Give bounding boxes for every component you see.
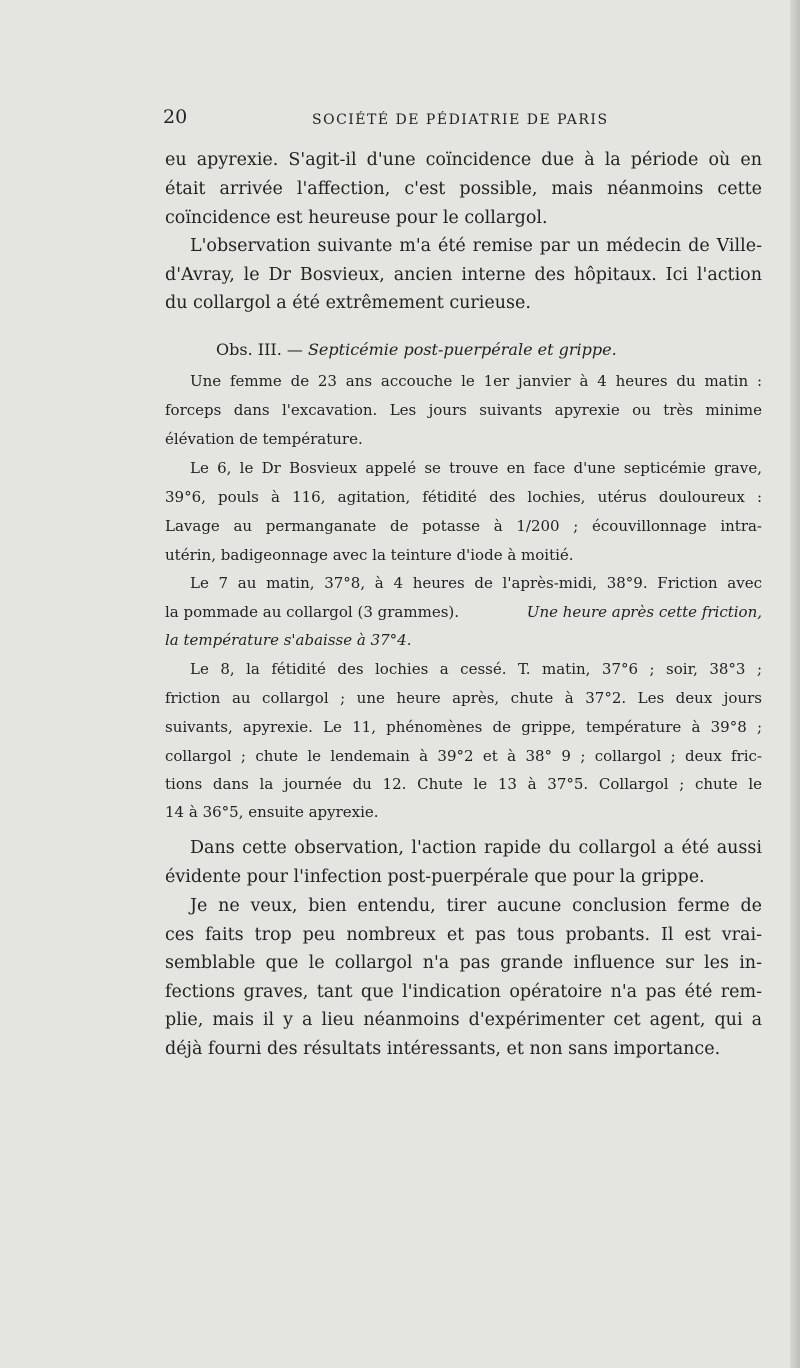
text-segment: la pommade au collargol (3 grammes). [165,603,460,621]
text-segment-italic: Une heure après cette friction, [526,603,762,621]
text-line: coïncidence est heureuse pour le collargol. [165,208,548,228]
text-line: était arrivée l'affection, c'est possible, mais néanmoins cette [165,179,762,199]
text-line: évidente pour l'infection post-puerpérale que pour la grippe. [165,867,705,887]
text-line: Dans cette observation, l'action rapide du collargol a été aussi [190,838,762,858]
observation-title: Septicémie post-puerpérale et grippe. [307,340,617,359]
text-line: d'Avray, le Dr Bosvieux, ancien interne des hôpitaux. Ici l'action [165,265,762,285]
text-line [165,601,762,623]
text-line: du collargol a été extrêmement curieuse. [165,293,531,313]
text-line: eu apyrexie. S'agit-il d'une coïncidence due à la période où en [165,150,762,170]
text-line: friction au collargol ; une heure après, chute à 37°2. Les deux jours [165,689,762,707]
text-line: 39°6, pouls à 116, agitation, fétidité des lochies, utérus douloureux : [165,488,762,506]
text-segment-italic: la température s'abaisse à 37°4. [165,631,412,649]
text-line [165,629,762,651]
text-line: utérin, badigeonnage avec la teinture d'iode à moitié. [165,546,574,564]
text-line: déjà fourni des résultats intéressants, et non sans importance. [165,1039,721,1059]
text-line: tions dans la journée du 12. Chute le 13 à 37°5. Collargol ; chute le [165,775,762,793]
text-line: Le 8, la fétidité des lochies a cessé. T. matin, 37°6 ; soir, 38°3 ; [190,660,762,678]
text-line: fections graves, tant que l'indication opératoire n'a pas été rem- [165,982,762,1002]
text-line: Une femme de 23 ans accouche le 1er janvier à 4 heures du matin : [190,372,762,390]
text-line: collargol ; chute le lendemain à 39°2 et à 38° 9 ; collargol ; deux fric- [165,747,762,765]
running-title: SOCIÉTÉ DE PÉDIATRIE DE PARIS [312,112,609,128]
text-line: ces faits trop peu nombreux et pas tous probants. Il est vrai- [165,925,762,945]
observation-heading [216,340,617,359]
text-line: plie, mais il y a lieu néanmoins d'expérimenter cet agent, qui a [165,1010,762,1030]
text-line: Le 7 au matin, 37°8, à 4 heures de l'après-midi, 38°9. Friction avec [190,574,762,592]
observation-label: Obs. III. — [216,340,303,359]
text-line: L'observation suivante m'a été remise par un médecin de Ville- [190,236,762,256]
text-line: Je ne veux, bien entendu, tirer aucune conclusion ferme de [190,896,762,916]
text-line: élévation de température. [165,430,363,448]
text-line: forceps dans l'excavation. Les jours suivants apyrexie ou très minime [165,401,762,419]
text-line: 14 à 36°5, ensuite apyrexie. [165,803,379,821]
text-line: semblable que le collargol n'a pas grande influence sur les in- [165,953,762,973]
text-line: Le 6, le Dr Bosvieux appelé se trouve en face d'une septicémie grave, [190,459,762,477]
text-line: suivants, apyrexie. Le 11, phénomènes de grippe, température à 39°8 ; [165,718,762,736]
text-line: Lavage au permanganate de potasse à 1/200 ; écouvillonnage intra- [165,517,762,535]
page-number: 20 [163,106,188,128]
page-edge [790,0,800,1368]
